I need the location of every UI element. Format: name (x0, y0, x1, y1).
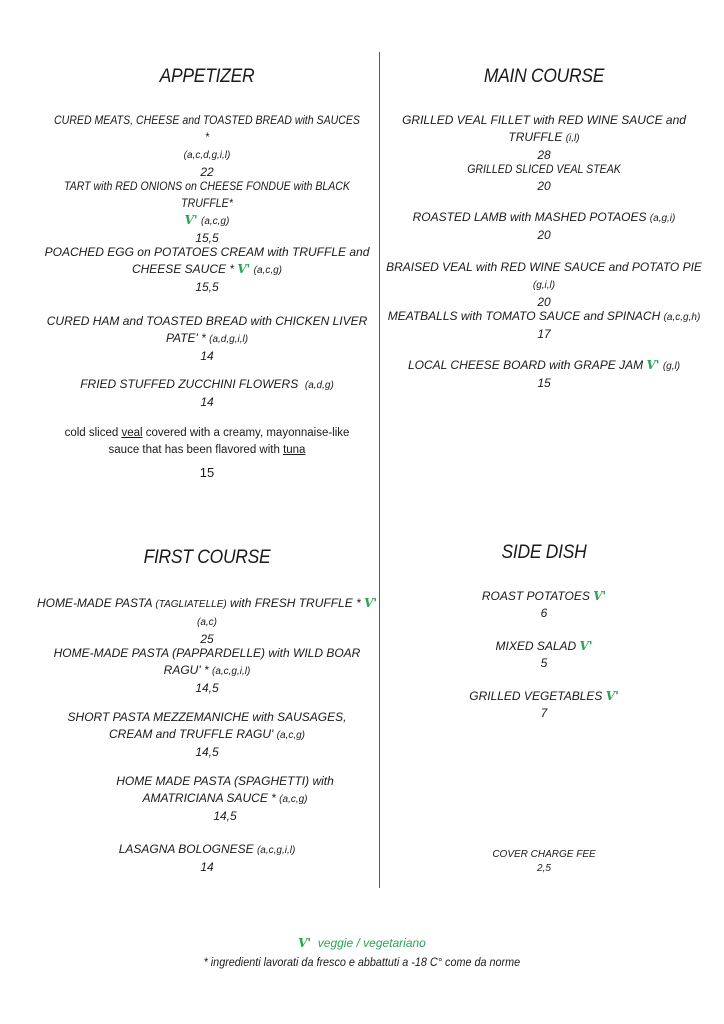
allergens: (a,c,g) (200, 216, 230, 227)
allergens: (a,c,g,h) (663, 312, 701, 323)
price: 25 (200, 632, 214, 646)
veg-legend-text: veggie / vegetariano (317, 936, 426, 950)
price: 15 (199, 465, 215, 480)
price: 14,5 (195, 745, 219, 759)
cover-charge-price: 2,5 (537, 863, 551, 874)
price: 20 (537, 228, 551, 242)
menu-item: GRILLED VEAL FILLET with RED WINE SAUCE and TRUFFLE (i,l) 28 (384, 112, 704, 164)
menu-item: ROAST POTATOES V' 6 (384, 588, 704, 622)
footer (0, 934, 724, 972)
vegetarian-icon: V' (646, 358, 660, 372)
menu-item: LASAGNA BOLOGNESE (a,c,g,i,l) 14 (30, 841, 384, 876)
allergens: (a,c,g,i,l) (256, 845, 296, 856)
vegetarian-icon: V' (298, 936, 312, 950)
menu-item: CURED HAM and TOASTED BREAD with CHICKEN LIVER PATE' * (a,d,g,i,l) 14 (44, 313, 370, 365)
cover-charge (384, 848, 704, 876)
price: 14 (200, 395, 214, 409)
menu-item: FRIED STUFFED ZUCCHINI FLOWERS (a,d,g) 14 (30, 376, 384, 411)
allergens: (a,c,g) (279, 794, 308, 805)
price: 15 (537, 376, 551, 390)
menu-item: SHORT PASTA MEZZEMANICHE with SAUSAGES, CREAM and TRUFFLE RAGU' (a,c,g) 14,5 (54, 709, 360, 761)
allergens: (g,i,l) (532, 280, 556, 291)
price: 14 (200, 860, 214, 874)
section-title-main-course: MAIN COURSE (483, 66, 605, 87)
price: 28 (537, 148, 551, 162)
price: 14,5 (213, 809, 237, 823)
allergens: (a,d,g,i,l) (209, 334, 249, 345)
menu-item: ROASTED LAMB with MASHED POTAOES (a,g,i) 20 (384, 209, 704, 244)
price: 15,5 (195, 231, 219, 245)
menu-item: GRILLED VEGETABLES V' 7 (384, 688, 704, 722)
section-title-side-dish: SIDE DISH (501, 542, 587, 563)
menu-item (52, 425, 362, 481)
vegetarian-icon: V' (593, 589, 607, 603)
price: 22 (200, 165, 214, 179)
vegetarian-icon: V' (237, 262, 251, 276)
allergens: (a,d,g) (304, 380, 334, 391)
menu-item: MIXED SALAD V' 5 (384, 638, 704, 672)
allergens: (a,g,i) (649, 213, 676, 224)
vegetarian-icon: V' (364, 596, 378, 610)
allergens: (a,c,g,i,l) (211, 666, 251, 677)
allergens: (g,l) (662, 361, 681, 372)
footer-note: * ingredienti lavorati da fresco e abbattuti a -18 C° come da norme (203, 955, 521, 969)
menu-item: BRAISED VEAL with RED WINE SAUCE and POTATO PIE (g,i,l) 20 (384, 259, 704, 311)
section-title-first-course: FIRST COURSE (143, 547, 271, 568)
price: 14,5 (195, 681, 219, 695)
menu-item: MEATBALLS with TOMATO SAUCE and SPINACH (a,c,g,h) 17 (384, 308, 704, 343)
price: 6 (540, 606, 548, 620)
menu-item: GRILLED SLICED VEAL STEAK 20 (384, 161, 704, 195)
dish-name: HOME-MADE PASTA (TAGLIATELLE) with FRESH TRUFFLE * (36, 596, 361, 610)
vegetarian-icon: V' (184, 213, 198, 227)
price: 20 (537, 179, 551, 193)
menu-item: POACHED EGG on POTATOES CREAM with TRUFFLE and CHEESE SAUCE * V' (a,c,g) 15,5 (42, 244, 372, 296)
price: 5 (540, 656, 548, 670)
veg-legend (0, 934, 724, 953)
section-title-appetizer: APPETIZER (159, 66, 255, 87)
price: 7 (540, 706, 548, 720)
allergens: (a,c) (197, 617, 217, 628)
allergens: (i,l) (565, 133, 580, 144)
menu-item (30, 595, 384, 648)
price: 15,5 (195, 280, 219, 294)
price: 20 (537, 295, 551, 309)
dish-description: cold sliced veal covered with a creamy, mayonnaise-like sauce that has been flavored with tuna (64, 427, 350, 456)
menu-item: HOME-MADE PASTA (PAPPARDELLE) with WILD BOAR RAGU' * (a,c,g,i,l) 14,5 (48, 645, 366, 697)
allergens: (a,c,g) (253, 265, 283, 276)
cover-charge-label: COVER CHARGE FEE (492, 849, 596, 860)
menu-item: TART with RED ONIONS on CHEESE FONDUE with BLACK TRUFFLE* V' (a,c,g) 15,5 (30, 178, 384, 247)
price: 17 (537, 327, 551, 341)
menu-item: CURED MEATS, CHEESE and TOASTED BREAD with SAUCES * (a,c,d,g,i,l) 22 (30, 112, 384, 181)
vegetarian-icon: V' (605, 689, 619, 703)
price: 14 (200, 349, 214, 363)
allergens: (a,c,g) (276, 730, 305, 741)
allergens: (a,c,d,g,i,l) (183, 150, 231, 161)
menu-item: LOCAL CHEESE BOARD with GRAPE JAM V' (g,l) 15 (384, 357, 704, 392)
vegetarian-icon: V' (579, 639, 593, 653)
menu-item: HOME MADE PASTA (SPAGHETTI) with AMATRICIANA SAUCE * (a,c,g) 14,5 (90, 773, 360, 825)
